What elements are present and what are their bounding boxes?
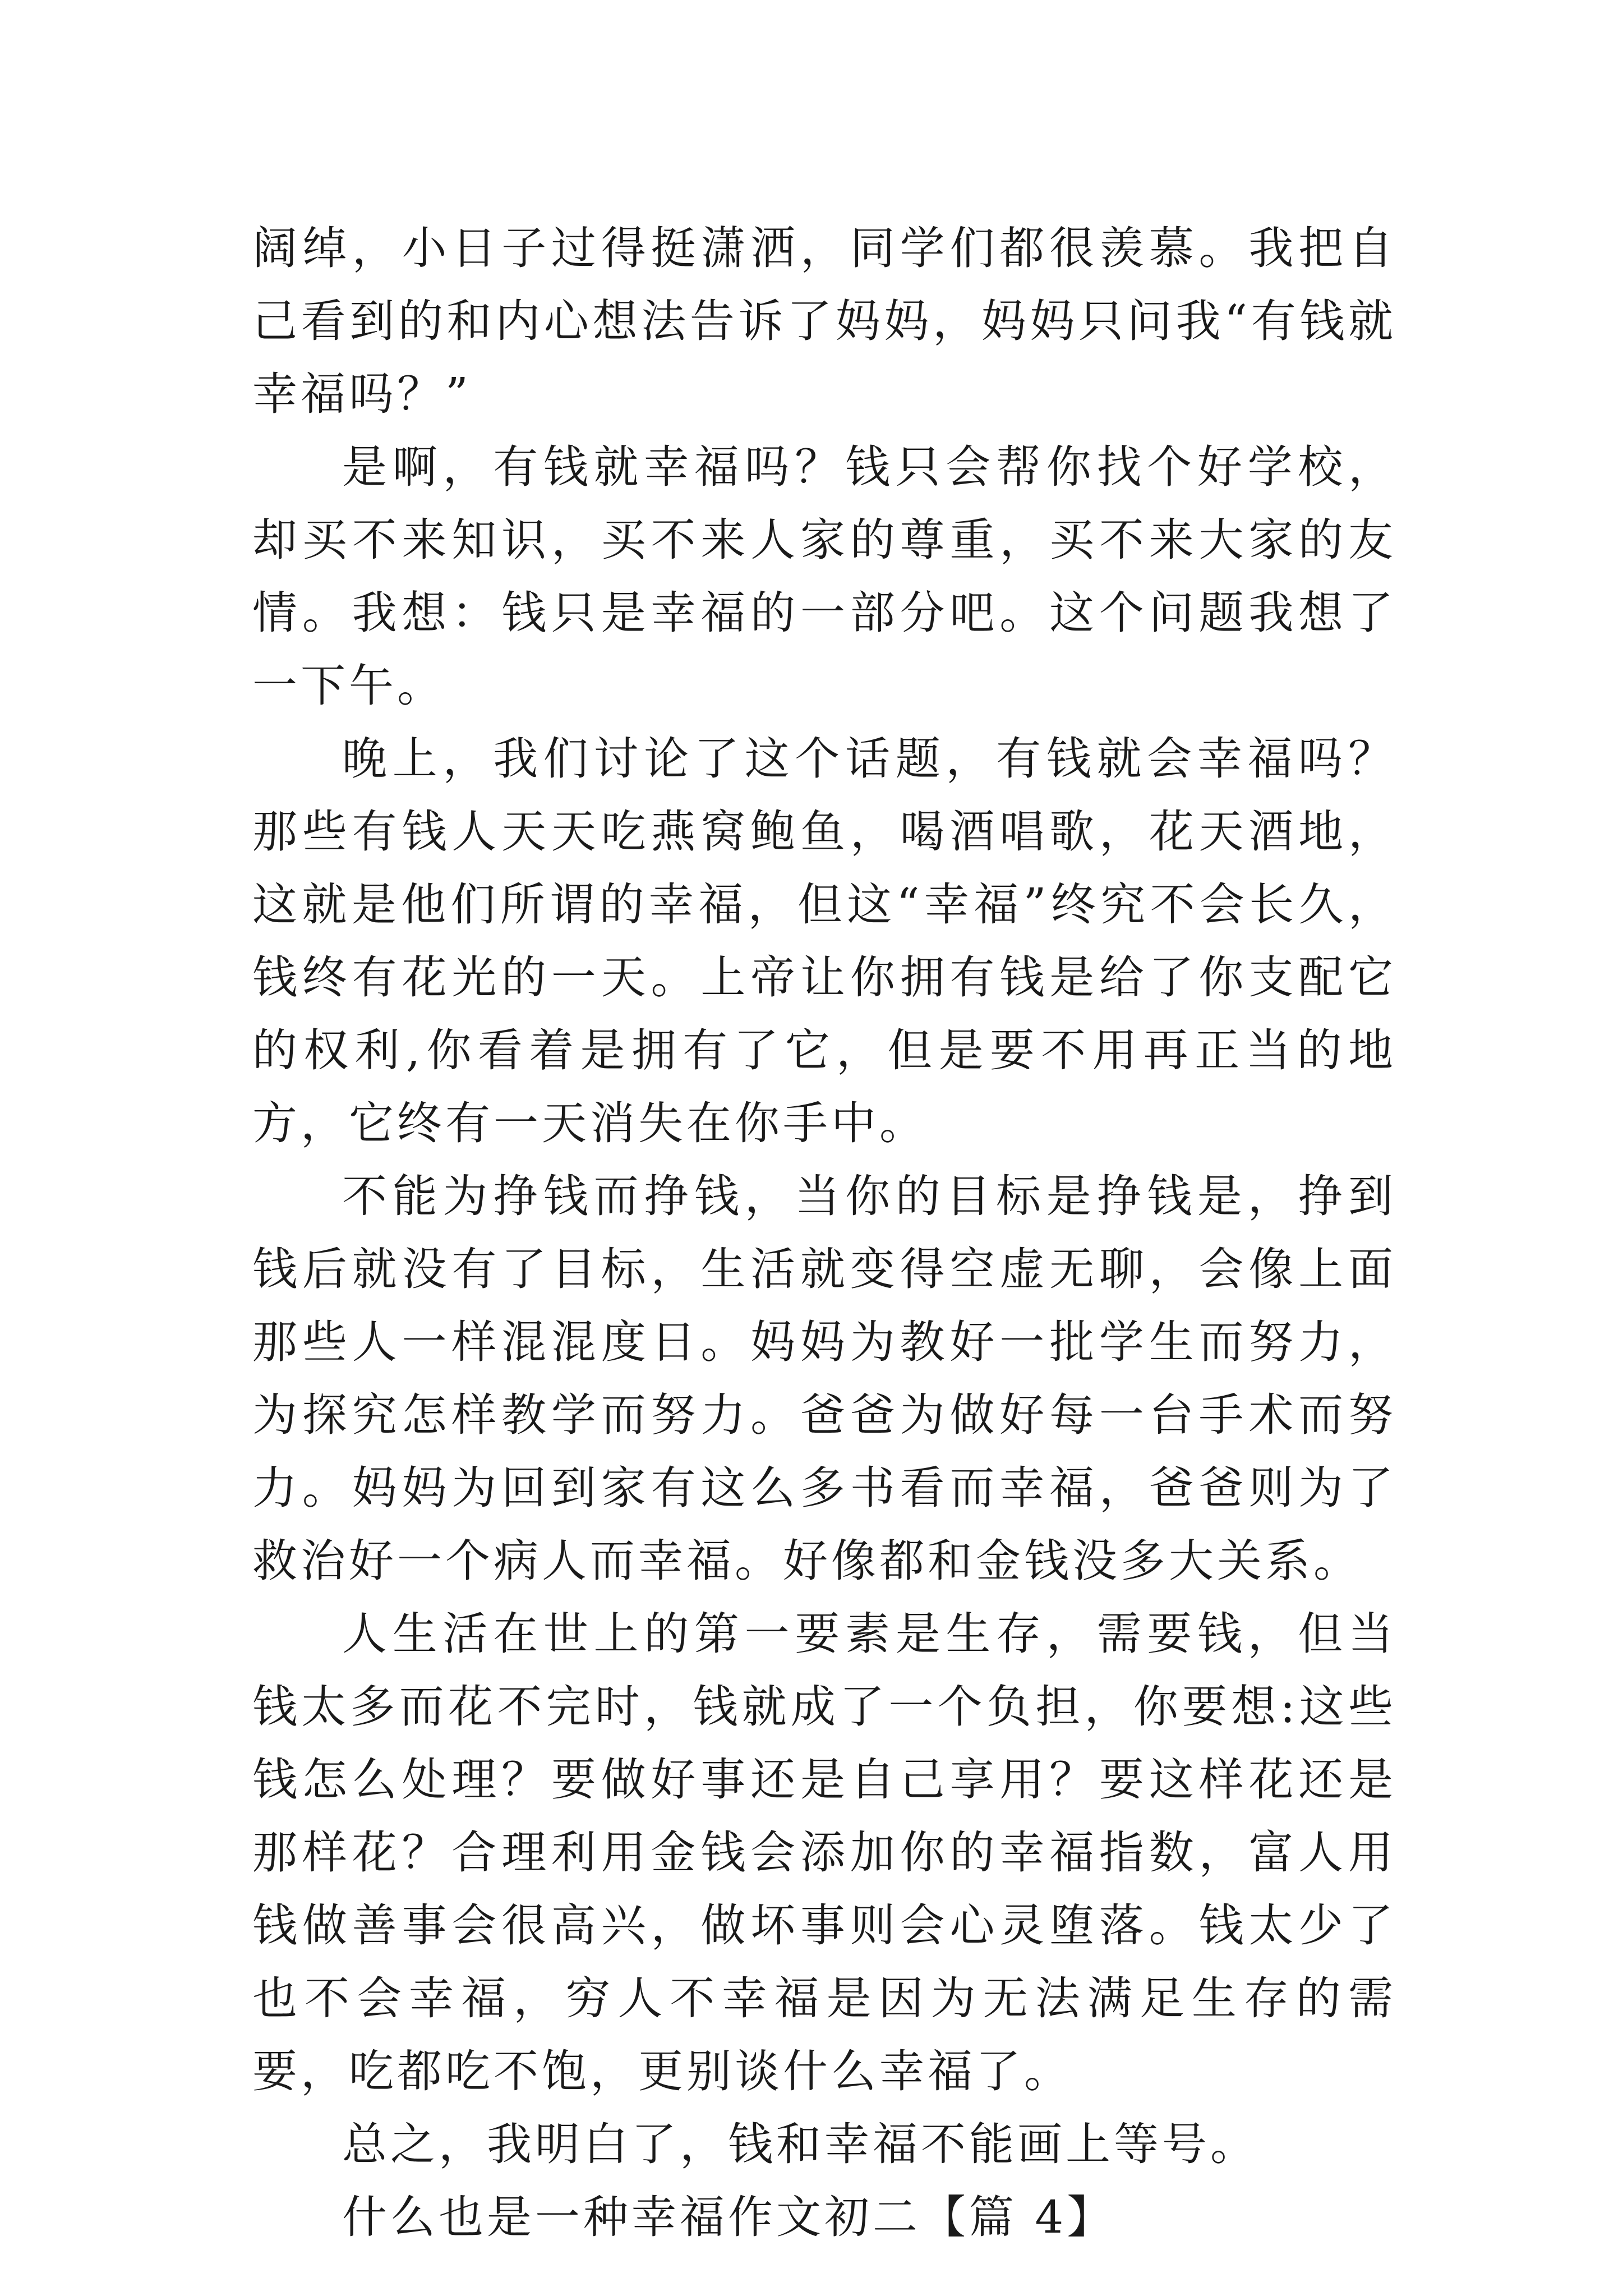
paragraph-survival: 人生活在世上的第一要素是生存，需要钱，但当钱太多而花不完时，钱就成了一个负担，你要想:这些钱怎么处理？要做好事还是自己享用？要这样花还是那样花？合理利用金钱会添加你的幸福指数，富人用钱做善事会很高兴，做坏事则会心灵堕落。钱太少了也不会幸福，穷人不幸福是因为无法满足生存的需要，吃都吃不饱，更别谈什么幸福了。 xyxy=(252,1608,1396,2097)
paragraph-continuation: 阔绰，小日子过得挺潇洒，同学们都很羡慕。我把自己看到的和内心想法告诉了妈妈，妈妈只问我“有钱就幸福吗？” xyxy=(252,222,1396,420)
paragraph-money-and-knowledge: 是啊，有钱就幸福吗？钱只会帮你找个好学校，却买不来知识，买不来人家的尊重，买不来大家的友情。我想：钱只是幸福的一部分吧。这个问题我想了一下午。 xyxy=(252,441,1396,712)
document-body xyxy=(252,212,1396,2254)
paragraph-conclusion: 总之，我明白了，钱和幸福不能画上等号。 xyxy=(342,2118,1258,2170)
paragraph-evening-discussion: 晚上，我们讨论了这个话题，有钱就会幸福吗？那些有钱人天天吃燕窝鲍鱼，喝酒唱歌，花天酒地，这就是他们所谓的幸福，但这“幸福”终究不会长久，钱终有花光的一天。上帝让你拥有钱是给了你支配它的权利,你看着是拥有了它，但是要不用再正当的地方，它终有一天消失在你手中。 xyxy=(252,733,1396,1149)
paragraph-goals: 不能为挣钱而挣钱，当你的目标是挣钱是，挣到钱后就没有了目标，生活就变得空虚无聊，会像上面那些人一样混混度日。妈妈为教好一批学生而努力，为探究怎样教学而努力。爸爸为做好每一台手术而努力。妈妈为回到家有这么多书看而幸福，爸爸则为了救治好一个病人而幸福。好像都和金钱没多大关系。 xyxy=(252,1170,1396,1587)
section-heading: 什么也是一种幸福作文初二【篇 4】 xyxy=(342,2191,1115,2243)
